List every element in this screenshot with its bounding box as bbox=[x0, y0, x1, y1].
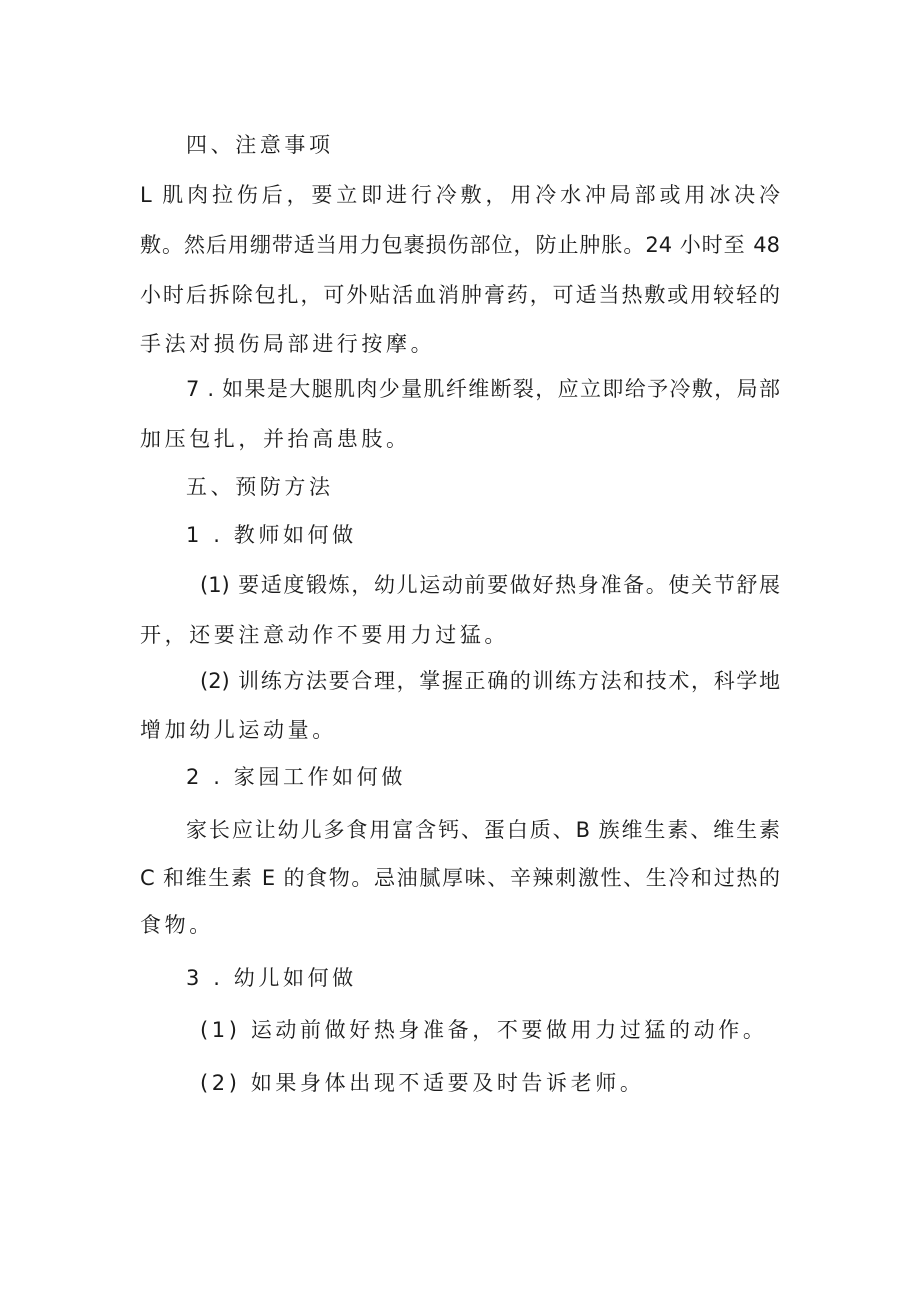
paragraph-line: (1) 要适度锻炼，幼儿运动前要做好热身准备。使关节舒展 bbox=[200, 573, 780, 597]
paragraph-line: (1) 运动前做好热身准备，不要做用力过猛的动作。 bbox=[200, 1018, 768, 1042]
paragraph-line: 小时后拆除包扎，可外贴活血消肿膏药，可适当热敷或用较轻的 bbox=[140, 283, 780, 307]
paragraph-line: 食物。 bbox=[140, 913, 214, 937]
paragraph-line: 家长应让幼儿多食用富含钙、蛋白质、B 族维生素、维生素 bbox=[186, 818, 780, 842]
subsection-title: 3 . 幼儿如何做 bbox=[186, 966, 357, 990]
paragraph-line: 敷。然后用绷带适当用力包裹损伤部位，防止肿胀。24 小时至 48 bbox=[140, 233, 780, 257]
paragraph-line: 开，还要注意动作不要用力过猛。 bbox=[140, 623, 509, 647]
section-heading-precautions: 四、注意事项 bbox=[186, 133, 334, 157]
paragraph-line: 手法对损伤局部进行按摩。 bbox=[140, 332, 436, 356]
section-heading-prevention: 五、预防方法 bbox=[186, 475, 334, 499]
paragraph-line: L 肌肉拉伤后，要立即进行冷敷，用冷水冲局部或用冰决冷 bbox=[140, 183, 780, 207]
paragraph-line: 增加幼儿运动量。 bbox=[140, 718, 337, 742]
subsection-title: 1 . 教师如何做 bbox=[186, 523, 357, 547]
paragraph-line: (2) 训练方法要合理，掌握正确的训练方法和技术，科学地 bbox=[200, 669, 780, 693]
paragraph-line: (2) 如果身体出现不适要及时告诉老师。 bbox=[200, 1071, 645, 1095]
subsection-title: 2 . 家园工作如何做 bbox=[186, 765, 406, 789]
paragraph-line: 7 . 如果是大腿肌肉少量肌纤维断裂，应立即给予冷敷，局部 bbox=[186, 377, 780, 401]
paragraph-line: C 和维生素 E 的食物。忌油腻厚味、辛辣刺激性、生冷和过热的 bbox=[140, 866, 780, 890]
paragraph-line: 加压包扎，并抬高患肢。 bbox=[140, 427, 411, 451]
